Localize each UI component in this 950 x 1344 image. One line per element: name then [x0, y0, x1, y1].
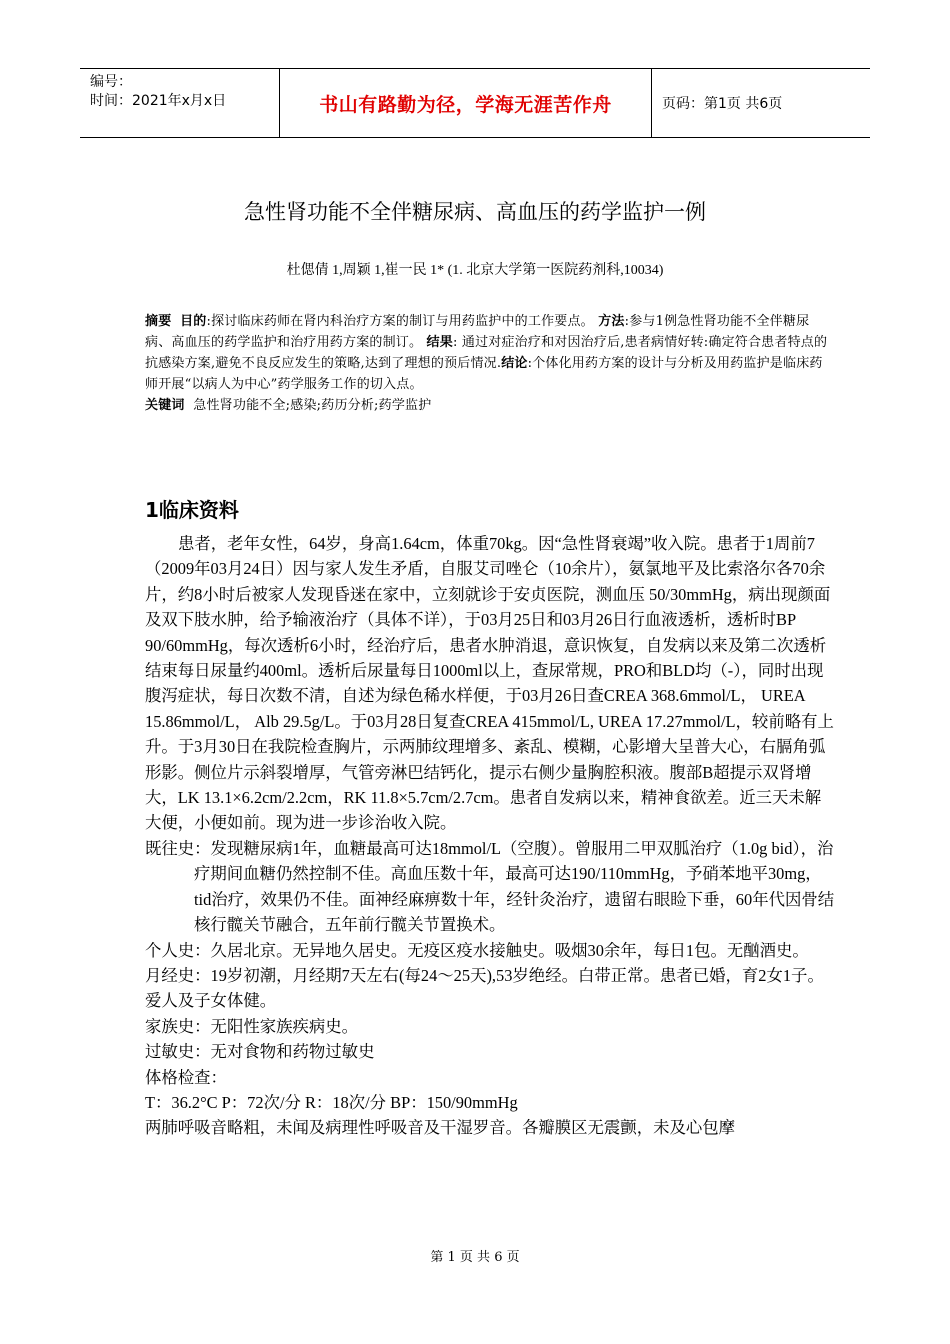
result-text: : 通过对症治疗和对因治疗后,患者病情好转:确定符合患者特点的抗感染方案,避免不良反应发生的策略,达到了理想的预后情况. [145, 335, 828, 371]
past-history: 既往史：发现糖尿病1年，血糖最高可达18mmol/L（空腹）。曾服用二甲双胍治疗（1.0g bid），治疗期间血糖仍然控制不佳。高血压数十年，最高可达190/110mmHg，予硝苯地平30mg，tid治疗，效果仍不佳。面神经麻痹数十年，经针灸治疗，遗留右眼睑下垂，60年代因骨结核行髋关节融合，五年前行髋关节置换术。 [145, 838, 835, 935]
objective-text: :探讨临床药师在肾内科治疗方案的制订与用药监护中的工作要点。 [206, 314, 594, 329]
objective-label: 目的 [180, 314, 207, 329]
header-page-info: 页码：第1页 共6页 [662, 96, 783, 112]
family-history: 家族史：无阳性家族疾病史。 [145, 1016, 359, 1036]
abstract-label: 摘要 [145, 314, 172, 329]
allergy-history: 过敏史：无对食物和药物过敏史 [145, 1042, 375, 1062]
menstrual-history: 月经史：19岁初潮，月经期7天左右(每24～25天),53岁绝经。白带正常。患者已婚，育2女1子。爱人及子女体健。 [145, 965, 824, 1011]
case-paragraph: 患者，老年女性，64岁，身高1.64cm，体重70kg。因“急性肾衰竭”收入院。患者于1周前7（2009年03月24日）因与家人发生矛盾，自服艾司唑仑（10余片），氨氯地平及比索洛尔各70余片，约8小时后被家人发现昏迷在家中，立刻就诊于安贞医院，测血压 50/30mmHg，病出现颜面及双下肢水肿，给予输液治疗（具体不详），于03月25日和03月26日行血液透析，透析时BP 90/60mmHg，每次透析6小时，经治疗后，患者水肿消退，意识恢复，自发病以来及第二次透析结束每日尿量约400ml。透析后尿量每日1000ml以上，查尿常规，PRO和BLD均（-），同时出现腹泻症状，每日次数不清，自述为绿色稀水样便，于03月26日查CREA 368.6mmol/L， UREA 15.86mmol/L， Alb 29.5g/L。于03月28日复查CREA 415mmol/L, UREA 17.27mmol/L，较前略有上升。于3月30日在我院检查胸片，示两肺纹理增多、紊乱、模糊，心影增大呈普大心，右膈角弧形影。侧位片示斜裂增厚，气管旁淋巴结钙化，提示右侧少量胸腔积液。腹部B超提示双肾增大，LK 13.1×6.2cm/2.2cm，RK 11.8×5.7cm/2.7cm。患者自发病以来，精神食欲差。近三天未解大便，小便如前。现为进一步诊治收入院。 [145, 534, 834, 833]
section-heading: 1临床资料 [145, 498, 239, 522]
authors-line: 杜偲倩 1,周颖 1,崔一民 1* (1. 北京大学第一医院药剂科,10034) [286, 263, 664, 278]
keywords [145, 395, 833, 416]
abstract [145, 311, 833, 416]
method-text: :参与1例急性肾功能不全伴糖尿病、高血压的药学监护和治疗用药方案的制订。 [145, 314, 810, 350]
keywords-label: 关键词 [145, 398, 185, 413]
conclusion-text: :个体化用药方案的设计与分析及用药监护是临床药师开展“以病人为中心”药学服务工作的切入点。 [145, 356, 823, 392]
header-meta [80, 69, 280, 137]
abstract-body [145, 311, 833, 395]
personal-history: 个人史：久居北京。无异地久居史。无疫区疫水接触史。吸烟30余年，每日1包。无酗酒史。 [145, 940, 809, 960]
header-motto: 书山有路勤为径，学海无涯苦作舟 [280, 69, 652, 137]
vital-signs: T：36.2°C P：72次/分 R：18次/分 BP：150/90mmHg [145, 1092, 518, 1112]
page-footer: 第 1 页 共 6 页 [430, 1250, 520, 1265]
conclusion-label: 结论 [501, 356, 528, 371]
document-header [80, 68, 870, 138]
result-label: 结果 [426, 335, 453, 350]
exam-label: 体格检查： [145, 1067, 227, 1087]
document-title: 急性肾功能不全伴糖尿病、高血压的药学监护一例 [244, 200, 706, 224]
keywords-text: 急性肾功能不全;感染;药历分析;药学监护 [193, 398, 432, 413]
document-number: 编号： [90, 74, 132, 90]
document-date: 时间：2021年x月x日 [90, 93, 227, 109]
method-label: 方法 [598, 314, 625, 329]
section-body [145, 531, 837, 1141]
exam-text: 两肺呼吸音略粗，未闻及病理性呼吸音及干湿罗音。各瓣膜区无震颤，未及心包摩 [145, 1118, 736, 1138]
